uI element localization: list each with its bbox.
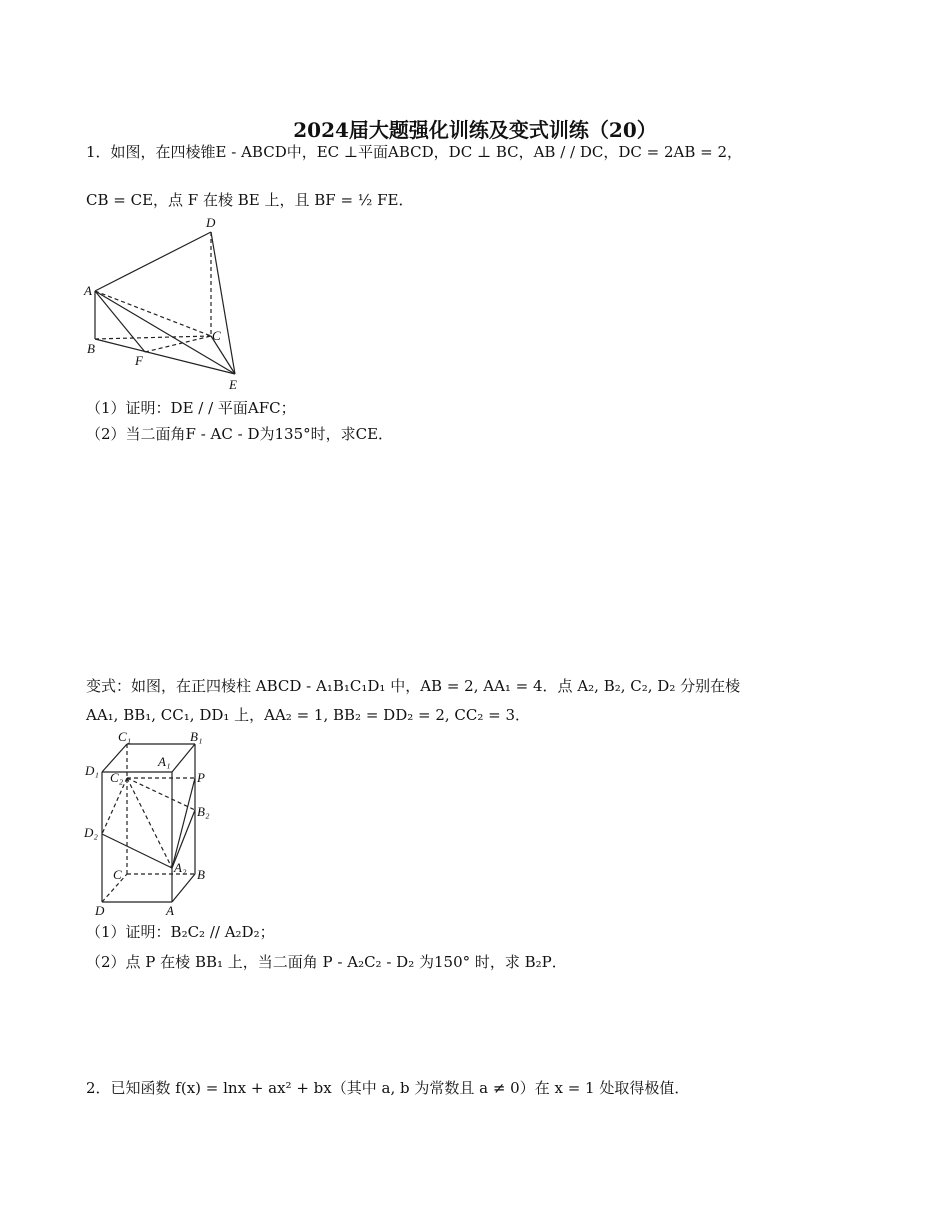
label-B: B <box>197 867 205 882</box>
label-A: A <box>166 903 174 918</box>
edge-AC <box>95 291 211 336</box>
edge-C2D2 <box>102 778 127 834</box>
variant-prism-figure <box>80 728 230 920</box>
variant-part2: （2）点 P 在棱 BB₁ 上，当二面角 P - A₂C₂ - D₂ 为150° 时，求 B₂P． <box>86 953 567 971</box>
variant-part1: （1）证明：B₂C₂ // A₂D₂； <box>86 923 275 941</box>
edge-DE <box>211 232 235 374</box>
label-B2: B₂ <box>197 804 210 819</box>
label-A1: A₁ <box>158 754 171 769</box>
label-D: D <box>206 215 216 230</box>
q1-statement-line2: CB = CE，点 F 在棱 BE 上，且 BF = ½ FE． <box>86 191 414 209</box>
q1-part2: （2）当二面角F - AC - D为135°时，求CE． <box>86 425 394 443</box>
label-C2: C₂ <box>110 770 124 785</box>
label-A: A <box>84 283 92 298</box>
page-title: 2024届大题强化训练及变式训练（20） <box>293 118 657 142</box>
label-C1: C₁ <box>118 729 132 744</box>
q2-statement: 2．已知函数 f(x) = lnx + ax² + bx（其中 a, b 为常数且 a ≠ 0）在 x = 1 处取得极值． <box>86 1079 690 1097</box>
edge-FC <box>145 336 211 352</box>
label-F: F <box>135 353 143 368</box>
q1-pyramid-figure <box>80 212 260 396</box>
edge-C2B2 <box>127 778 195 810</box>
label-B: B <box>87 341 95 356</box>
edge-A2P <box>172 778 195 868</box>
edge-B1A1 <box>172 744 195 772</box>
edge-BE <box>95 339 235 374</box>
edge-BC <box>95 336 211 339</box>
label-C: C <box>113 867 122 882</box>
label-D2: D₂ <box>84 825 98 840</box>
label-A2: A₂ <box>174 860 187 875</box>
edge-C2A2 <box>127 778 172 868</box>
label-C: C <box>212 328 221 343</box>
q1-statement-line1: 1．如图，在四棱锥E - ABCD中，EC ⊥平面ABCD，DC ⊥ BC，AB / / DC，DC = 2AB = 2， <box>86 143 743 161</box>
variant-statement-line1: 变式：如图，在正四棱柱 ABCD - A₁B₁C₁D₁ 中，AB = 2, AA₁ = 4．点 A₂, B₂, C₂, D₂ 分别在棱 <box>86 677 741 695</box>
label-P: P <box>197 770 205 785</box>
label-D1: D₁ <box>85 763 99 778</box>
edge-AD <box>95 232 211 291</box>
edge-D2A2 <box>102 834 172 868</box>
q1-part1: （1）证明：DE / / 平面AFC； <box>86 399 296 417</box>
edge-D1C1 <box>102 744 127 772</box>
label-E: E <box>229 377 237 392</box>
label-D: D <box>95 903 105 918</box>
variant-statement-line2: AA₁, BB₁, CC₁, DD₁ 上，AA₂ = 1, BB₂ = DD₂ = 2, CC₂ = 3． <box>86 706 531 724</box>
edge-AF <box>95 291 145 352</box>
label-B1: B₁ <box>190 729 203 744</box>
edge-AB <box>172 874 195 902</box>
